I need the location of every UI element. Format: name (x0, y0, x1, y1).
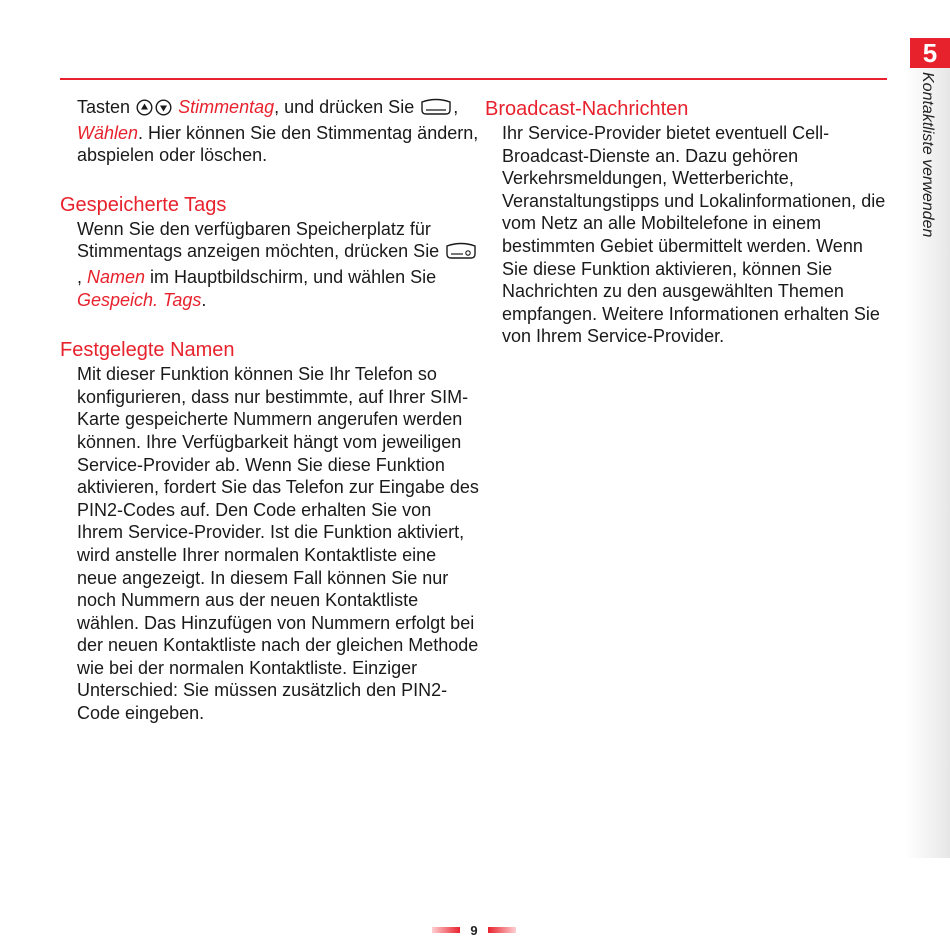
footer-bar-right (488, 927, 516, 933)
right-column (485, 96, 890, 348)
chapter-side-title: Kontaktliste verwenden (919, 72, 936, 238)
left-column (60, 96, 480, 725)
section-title-gespeicherte-tags: Gespeicherte Tags (60, 193, 227, 216)
section-title-festgelegte-namen: Festgelegte Namen (60, 339, 235, 362)
chapter-number: 5 (910, 38, 950, 68)
header-rule (60, 78, 887, 80)
nav-down-icon (155, 99, 172, 122)
nav-up-icon (136, 99, 153, 122)
section-title-broadcast: Broadcast-Nachrichten (485, 98, 689, 120)
section-body-gespeicherte-tags: Wenn Sie den verfügbaren Speicherplatz für Stimmentags anzeigen möchten, drücken Sie , Namen im Hauptbildschirm, und wählen Sie Gespeich. Tags. (60, 218, 480, 311)
left-softkey-icon (420, 98, 452, 122)
intro-paragraph: Tasten Stimmentag, und drücken Sie , Wählen. Hier können Sie den Stimmentag ändern, abspielen oder löschen. (77, 97, 479, 166)
right-softkey-icon (445, 242, 477, 266)
section-body-festgelegte-namen: Mit dieser Funktion können Sie Ihr Telefon so konfigurieren, dass nur bestimmte, auf Ihrer SIM-Karte gespeicherte Nummern angerufen werden können. Ihre Verfügbarkeit hängt vom jeweiligen Service-Provider ab. Wenn Sie diese Funktion aktivieren, fordert Sie das Telefon zur Eingabe des PIN2-Codes auf. Den Code erhalten Sie von Ihrem Service-Provider. Ist die Funktion aktiviert, wird anstelle Ihrer normalen Kontaktliste eine neue angezeigt. In diesem Fall können Sie nur noch Nummern aus der neuen Kontaktliste wählen. Das Hinzufügen von Nummern erfolgt bei der neuen Kontaktliste nach der gleichen Methode wie bei der normalen Kontaktliste. Einziger Unterschied: Sie müssen zusätzlich den PIN2-Code eingeben. (77, 364, 479, 724)
page-number: 9 (470, 922, 478, 938)
footer-bar-left (432, 927, 460, 933)
page-footer (432, 922, 516, 938)
section-body-broadcast: Ihr Service-Provider bietet eventuell Cell-Broadcast-Dienste an. Dazu gehören Verkehrsmeldungen, Wetterberichte, Veranstaltungstipps und Lokalinformationen, die vom Netz an alle Mobiltelefone in einem bestimmten Gebiet übermittelt werden. Wenn Sie diese Funktion aktivieren, können Sie Nachrichten zu den ausgewählten Themen empfangen. Weitere Informationen erhalten Sie von Ihrem Service-Provider. (502, 123, 886, 347)
